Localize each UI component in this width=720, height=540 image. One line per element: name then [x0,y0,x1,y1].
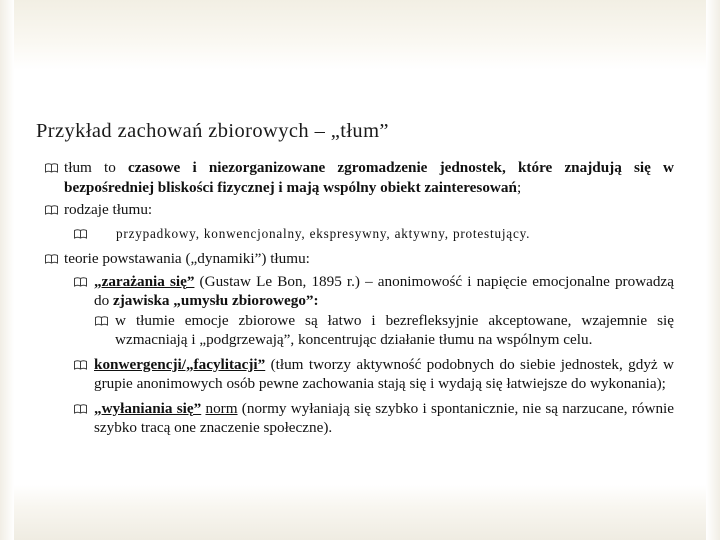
contagion-term: „zarażania się” [94,272,195,290]
contagion-desc: (Gustaw Le Bon, 1895 r.) – anonimowość i napięcie emocjonalne prowadzą do [94,272,674,309]
open-book-icon [95,316,108,326]
definition-bold: czasowe i niezorganizowane zgromadzenie jednostek, które znajdują się w bezpośredniej bliskości fizycznej i mają wspólny obiekt zainteresowań [64,159,674,196]
slide-frame-top [0,0,720,70]
open-book-icon [74,277,87,287]
definition-tail: ; [516,178,522,196]
open-book-icon [74,360,87,370]
emergent-term: „wyłaniania się” [94,399,202,417]
bullet-types [42,200,674,220]
contagion-detail [42,311,674,350]
bullet-types-list [42,224,674,244]
contagion-bold: zjawiska „umysłu zbiorowego”: [112,292,319,309]
slide-frame-bottom [0,485,720,540]
convergence-term: konwergencji/„facylitacji” [94,355,266,373]
open-book-icon [45,205,58,215]
types-text: rodzaje tłumu: [64,201,153,218]
slide-frame-left [0,0,14,540]
open-book-icon [45,254,58,264]
theory-convergence [42,355,674,394]
emergent-desc: (normy wyłaniają się szybko i spontanicznie, nie są narzucane, równie szybko tracą one znaczenie społeczne). [94,399,674,436]
slide-title: Przykład zachowań zbiorowych – „tłum” [36,120,389,142]
emergent-norm-word: norm [205,399,238,417]
open-book-icon [45,163,58,173]
bullet-definition [42,158,674,197]
slide-frame-right [706,0,720,540]
convergence-desc: (tłum tworzy aktywność podobnych do siebie jednostek, gdyż w grupie anonimowych osób pewne zachowania stają się i wydają się łatwiejsze do wykonania); [94,355,674,392]
open-book-icon [74,229,87,239]
contagion-detail-text: w tłumie emocje zbiorowe są łatwo i bezrefleksyjnie akceptowane, wzajemnie się wzmacniają i „podgrzewają”, koncentrując działanie tłumu na wspólnym celu. [115,311,674,348]
bullet-theories [42,249,674,269]
types-list-text: przypadkowy, konwencjonalny, ekspresywny, aktywny, protestujący. [116,225,531,241]
slide-content [42,158,674,438]
theory-contagion [42,272,674,311]
definition-lead: tłum to [64,159,128,176]
theory-emergent-norm [42,399,674,438]
open-book-icon [74,404,87,414]
theories-text: teorie powstawania („dynamiki”) tłumu: [64,250,310,267]
